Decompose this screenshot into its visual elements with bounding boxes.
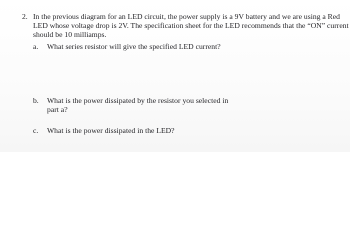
part-b-text-line-2: part a?	[47, 105, 68, 114]
part-a-text: What series resistor will give the specified LED current?	[47, 42, 221, 51]
question-text-line-3: should be 10 milliamps.	[33, 30, 107, 39]
part-b-label: b.	[33, 96, 39, 105]
question-text-line-2: LED whose voltage drop is 2V. The specification sheet for the LED recommends that the “ON” current	[33, 21, 349, 30]
part-c-text: What is the power dissipated in the LED?	[47, 126, 175, 135]
part-a-label: a.	[33, 42, 39, 51]
part-c-label: c.	[33, 126, 39, 135]
question-text-line-1: In the previous diagram for an LED circuit, the power supply is a 9V battery and we are using a Red	[33, 12, 340, 21]
part-b-text-line-1: What is the power dissipated by the resistor you selected in	[47, 96, 229, 105]
question-number: 2.	[22, 12, 28, 21]
